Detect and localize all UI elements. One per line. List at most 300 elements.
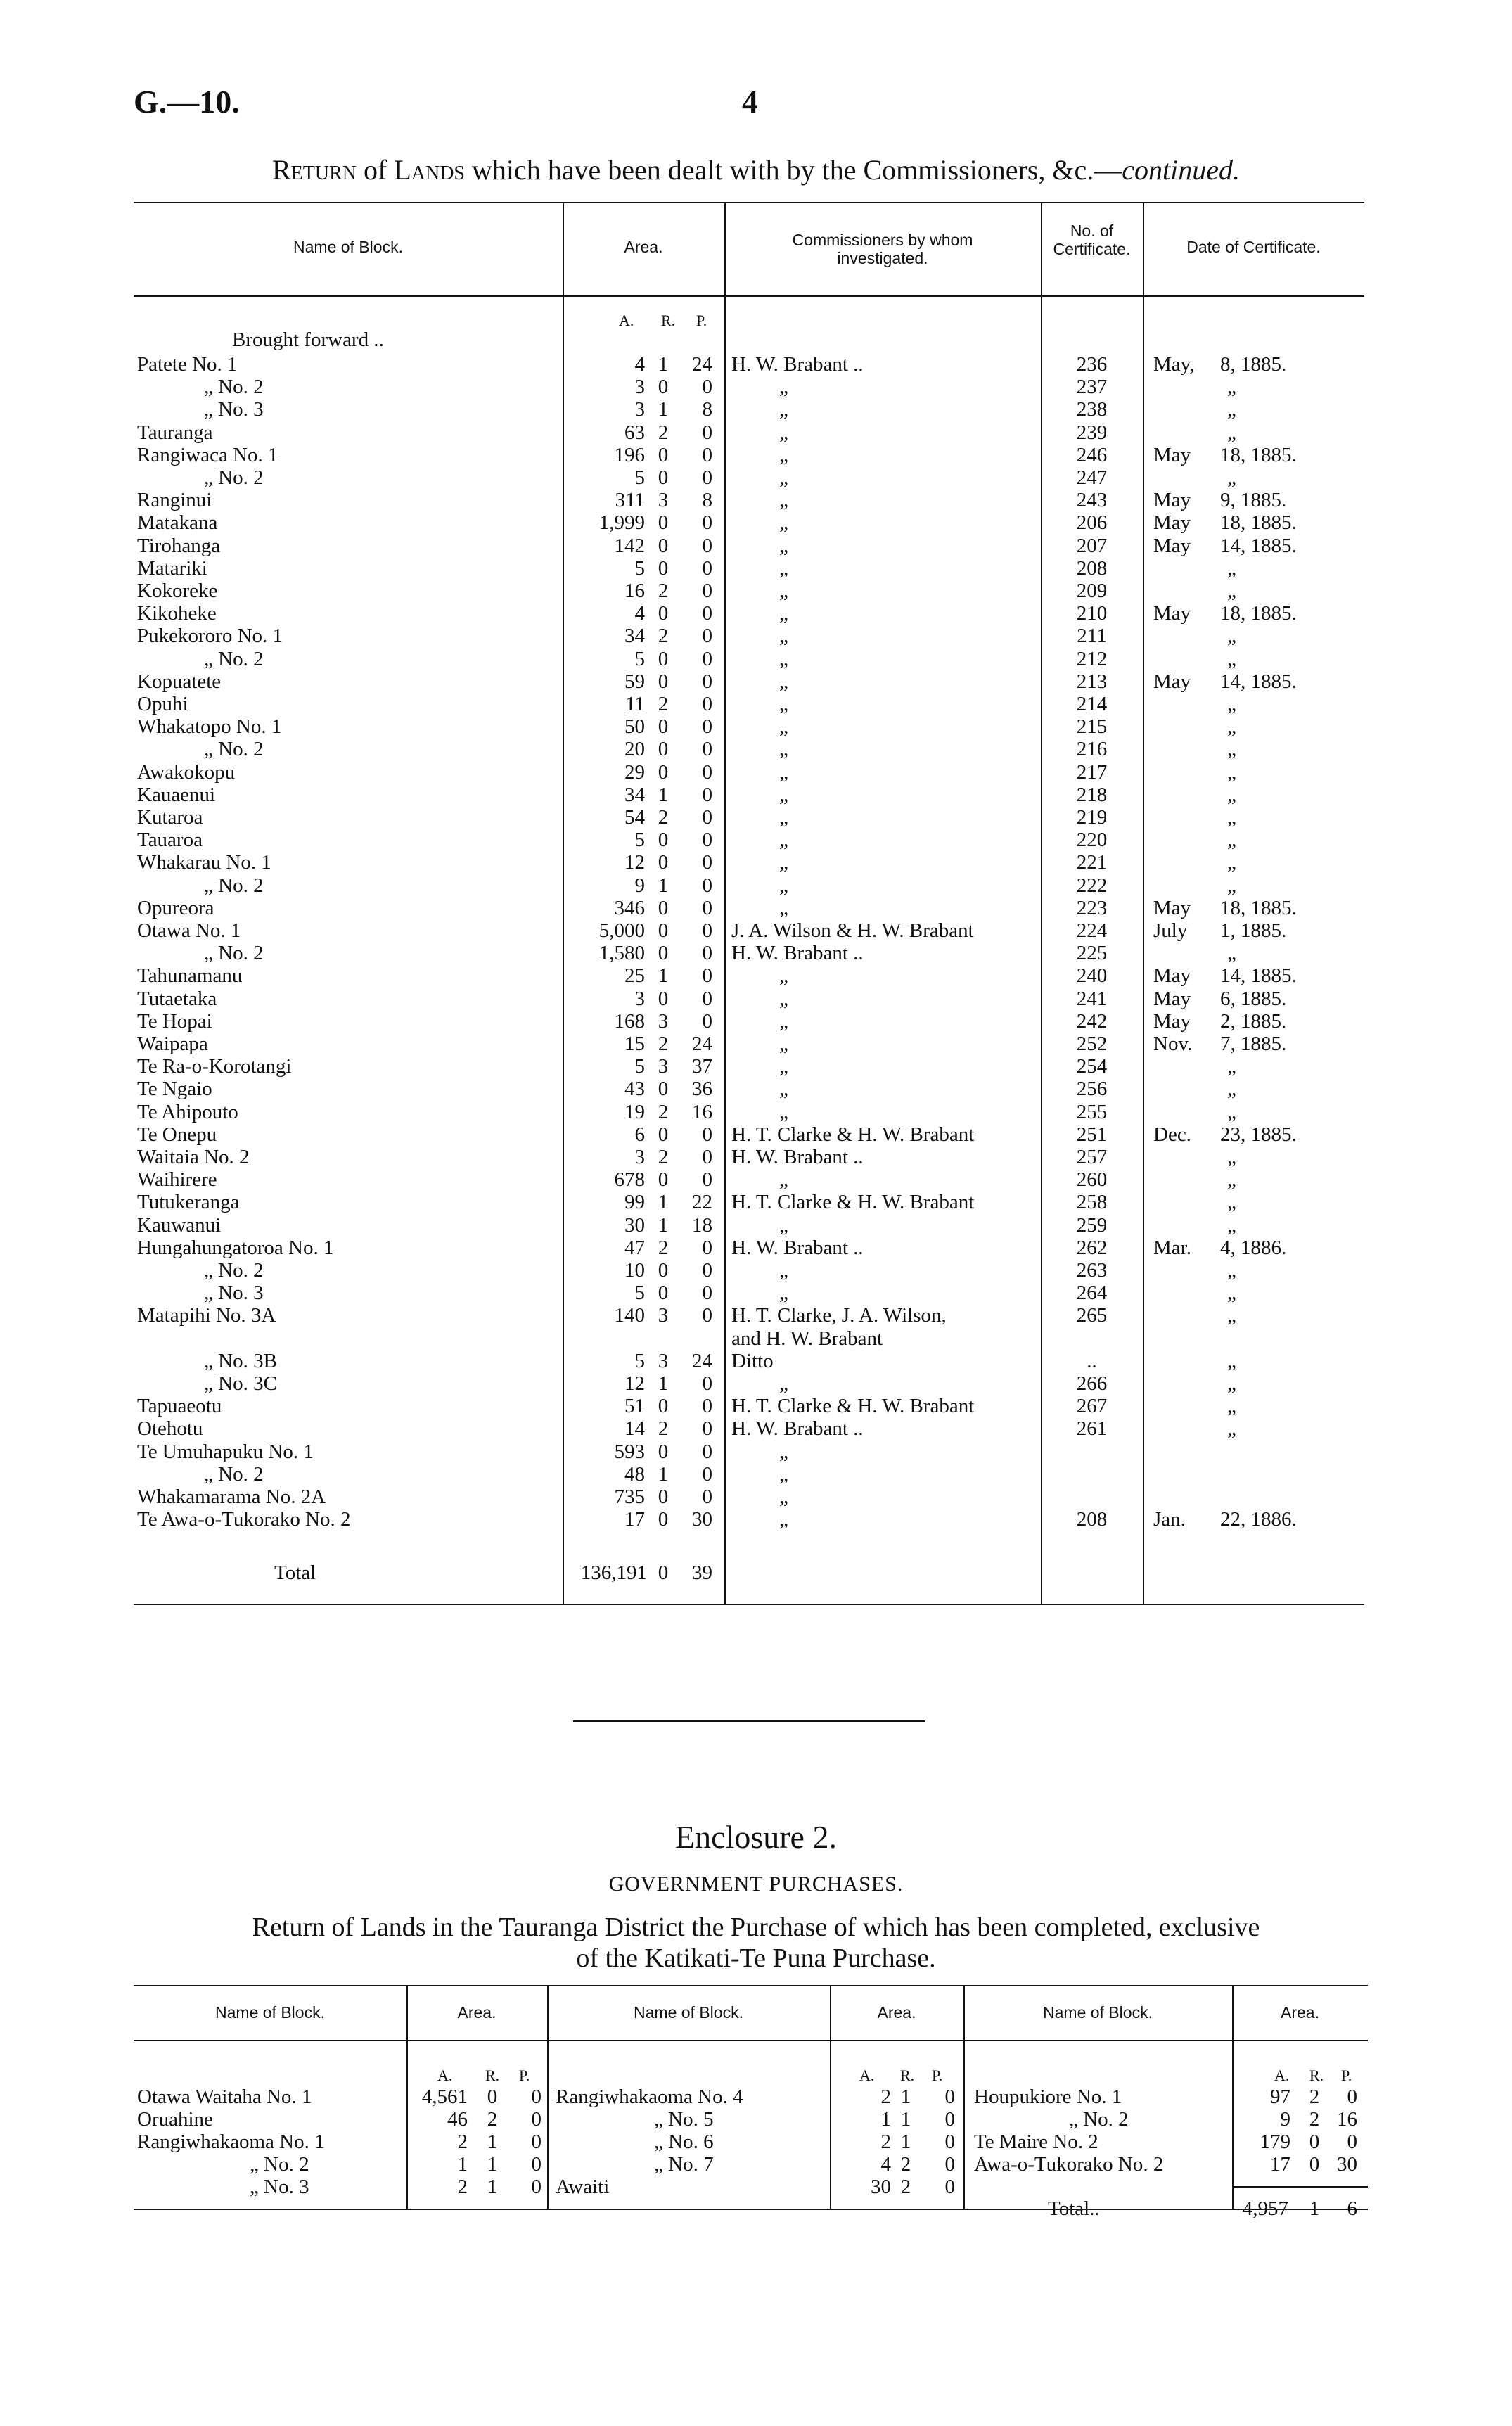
purchase-acres: 4 bbox=[880, 2153, 891, 2176]
area-acres: 29 bbox=[624, 761, 645, 784]
area-perches: 8 bbox=[702, 398, 712, 421]
area-roods: 0 bbox=[658, 602, 669, 625]
area-acres: 5 bbox=[634, 557, 645, 580]
purchase-acres: 2 bbox=[880, 2086, 891, 2108]
certificate-date: „ bbox=[1227, 761, 1236, 784]
area-perches: 37 bbox=[692, 1055, 712, 1078]
area-roods: 0 bbox=[658, 829, 669, 851]
t2-unit-roods: R. bbox=[900, 2067, 915, 2084]
certificate-date: „ bbox=[1227, 557, 1236, 580]
t2-total-perches: 6 bbox=[1347, 2197, 1357, 2220]
certificate-date: „ bbox=[1227, 851, 1236, 874]
area-acres: 34 bbox=[624, 784, 645, 806]
commissioners: „ bbox=[779, 376, 788, 398]
purchase-block-name: „ No. 5 bbox=[654, 2108, 714, 2131]
certificate-date: 9, 1885. bbox=[1220, 489, 1287, 511]
area-perches: 0 bbox=[702, 829, 712, 851]
page-number: 4 bbox=[742, 84, 758, 120]
commissioners: „ bbox=[779, 829, 788, 851]
certificate-no: 259 bbox=[1076, 1214, 1108, 1237]
total-perches: 39 bbox=[692, 1562, 712, 1584]
certificate-date: 14, 1885. bbox=[1220, 964, 1297, 987]
area-perches: 0 bbox=[702, 715, 712, 738]
certificate-month: May bbox=[1153, 602, 1191, 625]
commissioners: H. W. Brabant .. bbox=[731, 1146, 864, 1168]
commissioners: „ bbox=[779, 625, 788, 647]
commissioners: „ bbox=[779, 398, 788, 421]
certificate-date: „ bbox=[1227, 1372, 1236, 1395]
col-certificate-no: No. of Certificate. bbox=[1053, 222, 1131, 258]
certificate-month: Mar. bbox=[1153, 1237, 1191, 1259]
certificate-no: 236 bbox=[1076, 353, 1108, 376]
t2-total-rule bbox=[1232, 2186, 1368, 2188]
commissioners: and H. W. Brabant bbox=[731, 1327, 883, 1350]
certificate-date: „ bbox=[1227, 1146, 1236, 1168]
area-roods: 0 bbox=[658, 1508, 669, 1531]
certificate-no: 240 bbox=[1076, 964, 1108, 987]
commissioners: „ bbox=[779, 1010, 788, 1033]
certificate-no: 225 bbox=[1076, 942, 1108, 964]
purchase-roods: 1 bbox=[900, 2086, 911, 2108]
purchase-roods: 2 bbox=[487, 2108, 498, 2131]
commissioners: „ bbox=[779, 648, 788, 670]
area-roods: 3 bbox=[658, 1010, 669, 1033]
purchase-perches: 0 bbox=[531, 2086, 542, 2108]
block-name: Opuhi bbox=[137, 693, 188, 715]
col-commissioners: Commissioners by whom investigated. bbox=[792, 231, 973, 267]
block-name: „ No. 3 bbox=[204, 1282, 264, 1304]
purchase-block-name: Oruahine bbox=[137, 2108, 213, 2131]
area-acres: 3 bbox=[634, 1146, 645, 1168]
t2-col-name-1: Name of Block. bbox=[215, 2003, 325, 2022]
area-acres: 140 bbox=[614, 1304, 645, 1327]
certificate-date: „ bbox=[1227, 1191, 1236, 1213]
area-roods: 0 bbox=[658, 1078, 669, 1100]
purchase-acres: 97 bbox=[1270, 2086, 1290, 2108]
block-name: Matapihi No. 3A bbox=[137, 1304, 276, 1327]
area-perches: 18 bbox=[692, 1214, 712, 1237]
area-acres: 142 bbox=[614, 535, 645, 557]
block-name: Opureora bbox=[137, 897, 214, 919]
area-acres: 1,999 bbox=[598, 511, 645, 534]
area-perches: 0 bbox=[702, 1395, 712, 1417]
commissioners: „ bbox=[779, 535, 788, 557]
area-perches: 0 bbox=[702, 1237, 712, 1259]
area-perches: 0 bbox=[702, 1463, 712, 1486]
certificate-date: 14, 1885. bbox=[1220, 670, 1297, 693]
certificate-no: 208 bbox=[1076, 557, 1108, 580]
purchase-roods: 1 bbox=[487, 2176, 498, 2198]
area-perches: 0 bbox=[702, 1417, 712, 1440]
area-acres: 678 bbox=[614, 1168, 645, 1191]
area-perches: 0 bbox=[702, 964, 712, 987]
certificate-date: „ bbox=[1227, 715, 1236, 738]
certificate-no: 221 bbox=[1076, 851, 1108, 874]
title-of: of bbox=[364, 154, 387, 186]
area-perches: 0 bbox=[702, 897, 712, 919]
area-perches: 0 bbox=[702, 648, 712, 670]
purchase-perches: 0 bbox=[944, 2086, 955, 2108]
block-name: Tutaetaka bbox=[137, 988, 217, 1010]
area-roods: 2 bbox=[658, 421, 669, 444]
area-acres: 5 bbox=[634, 466, 645, 489]
area-perches: 0 bbox=[702, 1010, 712, 1033]
certificate-no: 208 bbox=[1076, 1508, 1108, 1531]
certificate-no: 256 bbox=[1076, 1078, 1108, 1100]
area-acres: 25 bbox=[624, 964, 645, 987]
purchase-acres: 1 bbox=[457, 2153, 468, 2176]
area-acres: 15 bbox=[624, 1033, 645, 1055]
purchase-roods: 2 bbox=[1309, 2108, 1320, 2131]
block-name: Kikoheke bbox=[137, 602, 217, 625]
total-acres: 136,191 bbox=[580, 1562, 647, 1584]
area-acres: 196 bbox=[614, 444, 645, 466]
commissioners: „ bbox=[779, 511, 788, 534]
area-perches: 0 bbox=[702, 535, 712, 557]
certificate-date: 6, 1885. bbox=[1220, 988, 1287, 1010]
purchase-perches: 0 bbox=[1347, 2131, 1357, 2153]
purchase-block-name: Awa-o-Tukorako No. 2 bbox=[974, 2153, 1164, 2176]
block-name: Tapuaeotu bbox=[137, 1395, 222, 1417]
block-name: „ No. 2 bbox=[204, 738, 264, 760]
title-continued: continued. bbox=[1122, 154, 1240, 186]
certificate-date: 2, 1885. bbox=[1220, 1010, 1287, 1033]
block-name: Te Ngaio bbox=[137, 1078, 212, 1100]
area-roods: 2 bbox=[658, 1101, 669, 1123]
purchase-block-name: Otawa Waitaha No. 1 bbox=[137, 2086, 312, 2108]
certificate-month: May bbox=[1153, 988, 1191, 1010]
area-acres: 11 bbox=[625, 693, 645, 715]
table2-top-rule bbox=[134, 1985, 1368, 1986]
commissioners: „ bbox=[779, 557, 788, 580]
block-name: „ No. 2 bbox=[204, 376, 264, 398]
certificate-date: „ bbox=[1227, 806, 1236, 829]
area-perches: 0 bbox=[702, 670, 712, 693]
commissioners: „ bbox=[779, 784, 788, 806]
area-roods: 2 bbox=[658, 1146, 669, 1168]
t2-col-area-3: Area. bbox=[1281, 2003, 1319, 2022]
purchase-roods: 1 bbox=[900, 2131, 911, 2153]
area-acres: 14 bbox=[624, 1417, 645, 1440]
commissioners: „ bbox=[779, 851, 788, 874]
purchase-acres: 17 bbox=[1270, 2153, 1290, 2176]
area-perches: 0 bbox=[702, 1168, 712, 1191]
purchase-block-name: „ No. 3 bbox=[250, 2176, 309, 2198]
area-roods: 0 bbox=[658, 942, 669, 964]
commissioners: „ bbox=[779, 466, 788, 489]
block-name: Tutukeranga bbox=[137, 1191, 240, 1213]
commissioners: „ bbox=[779, 761, 788, 784]
area-perches: 0 bbox=[702, 511, 712, 534]
commissioners: „ bbox=[779, 444, 788, 466]
area-acres: 1,580 bbox=[598, 942, 645, 964]
area-acres: 12 bbox=[624, 851, 645, 874]
area-acres: 16 bbox=[624, 580, 645, 602]
area-perches: 8 bbox=[702, 489, 712, 511]
area-acres: 12 bbox=[624, 1372, 645, 1395]
block-name: Hungahungatoroa No. 1 bbox=[137, 1237, 334, 1259]
t2-unit-acres: A. bbox=[437, 2067, 453, 2084]
return-line-1: Return of Lands in the Tauranga District the Purchase of which has been completed, exclusive bbox=[252, 1913, 1260, 1942]
area-perches: 0 bbox=[702, 1304, 712, 1327]
commissioners: H. W. Brabant .. bbox=[731, 1417, 864, 1440]
purchase-block-name: Awaiti bbox=[556, 2176, 610, 2198]
purchase-perches: 0 bbox=[531, 2153, 542, 2176]
commissioners: H. T. Clarke, J. A. Wilson, bbox=[731, 1304, 947, 1327]
enclosure-title: Enclosure 2. bbox=[675, 1819, 837, 1855]
certificate-date: 18, 1885. bbox=[1220, 897, 1297, 919]
block-name: Otawa No. 1 bbox=[137, 919, 241, 942]
table2-bottom-rule bbox=[134, 2209, 1368, 2210]
purchase-perches: 0 bbox=[531, 2131, 542, 2153]
area-acres: 168 bbox=[614, 1010, 645, 1033]
certificate-month: May bbox=[1153, 511, 1191, 534]
block-name: Matakana bbox=[137, 511, 218, 534]
area-perches: 0 bbox=[702, 784, 712, 806]
area-roods: 0 bbox=[658, 761, 669, 784]
area-acres: 43 bbox=[624, 1078, 645, 1100]
certificate-no: 263 bbox=[1076, 1259, 1108, 1282]
section-separator bbox=[573, 1720, 925, 1722]
area-roods: 0 bbox=[658, 1259, 669, 1282]
area-acres: 19 bbox=[624, 1101, 645, 1123]
certificate-no: 237 bbox=[1076, 376, 1108, 398]
area-perches: 0 bbox=[702, 376, 712, 398]
purchase-block-name: „ No. 2 bbox=[250, 2153, 309, 2176]
block-name: „ No. 2 bbox=[204, 648, 264, 670]
commissioners: H. W. Brabant .. bbox=[731, 1237, 864, 1259]
t2-unit-perches: P. bbox=[519, 2067, 530, 2084]
area-perches: 0 bbox=[702, 625, 712, 647]
block-name: Tauranga bbox=[137, 421, 213, 444]
certificate-month: Nov. bbox=[1153, 1033, 1193, 1055]
purchase-roods: 1 bbox=[900, 2108, 911, 2131]
unit-acres: A. bbox=[619, 312, 634, 329]
commissioners: „ bbox=[779, 602, 788, 625]
area-roods: 2 bbox=[658, 1237, 669, 1259]
commissioners: „ bbox=[779, 715, 788, 738]
block-name: „ No. 3C bbox=[204, 1372, 277, 1395]
purchase-roods: 0 bbox=[1309, 2153, 1320, 2176]
certificate-no: 222 bbox=[1076, 874, 1108, 897]
certificate-no: 241 bbox=[1076, 988, 1108, 1010]
block-name: Rangiwaca No. 1 bbox=[137, 444, 278, 466]
table1-top-rule bbox=[134, 202, 1364, 203]
certificate-no: 211 bbox=[1077, 625, 1107, 647]
area-roods: 2 bbox=[658, 1417, 669, 1440]
commissioners: „ bbox=[779, 806, 788, 829]
certificate-date: 18, 1885. bbox=[1220, 511, 1297, 534]
area-roods: 0 bbox=[658, 444, 669, 466]
certificate-no: 261 bbox=[1076, 1417, 1108, 1440]
block-name: Awakokopu bbox=[137, 761, 236, 784]
area-perches: 0 bbox=[702, 738, 712, 760]
certificate-no: 224 bbox=[1076, 919, 1108, 942]
commissioners: „ bbox=[779, 1486, 788, 1508]
purchase-block-name: Houpukiore No. 1 bbox=[974, 2086, 1122, 2108]
area-roods: 0 bbox=[658, 535, 669, 557]
certificate-date: „ bbox=[1227, 466, 1236, 489]
area-acres: 735 bbox=[614, 1486, 645, 1508]
area-acres: 5 bbox=[634, 1055, 645, 1078]
area-acres: 48 bbox=[624, 1463, 645, 1486]
certificate-date: „ bbox=[1227, 1078, 1236, 1100]
area-perches: 0 bbox=[702, 1146, 712, 1168]
area-roods: 0 bbox=[658, 851, 669, 874]
certificate-no: 264 bbox=[1076, 1282, 1108, 1304]
purchase-acres: 2 bbox=[880, 2131, 891, 2153]
area-acres: 99 bbox=[624, 1191, 645, 1213]
area-acres: 346 bbox=[614, 897, 645, 919]
area-acres: 30 bbox=[624, 1214, 645, 1237]
area-perches: 16 bbox=[692, 1101, 712, 1123]
commissioners: „ bbox=[779, 1441, 788, 1463]
certificate-no: 260 bbox=[1076, 1168, 1108, 1191]
certificate-month: Dec. bbox=[1153, 1123, 1191, 1146]
certificate-date: 7, 1885. bbox=[1220, 1033, 1287, 1055]
title-lands: Lands bbox=[394, 154, 465, 186]
commissioners: „ bbox=[779, 1372, 788, 1395]
block-name: Whakarau No. 1 bbox=[137, 851, 271, 874]
certificate-no: 220 bbox=[1076, 829, 1108, 851]
area-acres: 3 bbox=[634, 988, 645, 1010]
commissioners: „ bbox=[779, 897, 788, 919]
t2-col-name-2: Name of Block. bbox=[634, 2003, 743, 2022]
certificate-no: 265 bbox=[1076, 1304, 1108, 1327]
area-perches: 24 bbox=[692, 1033, 712, 1055]
certificate-no: 262 bbox=[1076, 1237, 1108, 1259]
area-acres: 59 bbox=[624, 670, 645, 693]
certificate-no: 238 bbox=[1076, 398, 1108, 421]
block-name: Waitaia No. 2 bbox=[137, 1146, 250, 1168]
certificate-month: July bbox=[1153, 919, 1188, 942]
certificate-date: 23, 1885. bbox=[1220, 1123, 1297, 1146]
block-name: Otehotu bbox=[137, 1417, 203, 1440]
col-area: Area. bbox=[624, 238, 663, 256]
purchase-roods: 2 bbox=[900, 2153, 911, 2176]
area-roods: 1 bbox=[658, 353, 669, 376]
unit-perches: P. bbox=[696, 312, 707, 329]
commissioners: „ bbox=[779, 1282, 788, 1304]
t2-total-roods: 1 bbox=[1309, 2197, 1320, 2220]
certificate-date: „ bbox=[1227, 1395, 1236, 1417]
block-name: „ No. 3B bbox=[204, 1350, 277, 1372]
area-perches: 0 bbox=[702, 1486, 712, 1508]
area-perches: 0 bbox=[702, 1259, 712, 1282]
commissioners: „ bbox=[779, 1463, 788, 1486]
area-acres: 311 bbox=[615, 489, 645, 511]
certificate-no: 242 bbox=[1076, 1010, 1108, 1033]
purchase-roods: 2 bbox=[1309, 2086, 1320, 2108]
certificate-no: 257 bbox=[1076, 1146, 1108, 1168]
block-name: „ No. 2 bbox=[204, 1259, 264, 1282]
area-acres: 17 bbox=[624, 1508, 645, 1531]
certificate-date: „ bbox=[1227, 784, 1236, 806]
purchase-perches: 0 bbox=[531, 2108, 542, 2131]
commissioners: H. T. Clarke & H. W. Brabant bbox=[731, 1191, 975, 1213]
area-perches: 0 bbox=[702, 693, 712, 715]
commissioners: „ bbox=[779, 738, 788, 760]
certificate-date: 8, 1885. bbox=[1220, 353, 1287, 376]
certificate-no: .. bbox=[1087, 1350, 1097, 1372]
area-roods: 0 bbox=[658, 557, 669, 580]
t2-total-label: Total.. bbox=[1048, 2197, 1100, 2220]
purchase-acres: 2 bbox=[457, 2131, 468, 2153]
block-name: Te Onepu bbox=[137, 1123, 217, 1146]
area-acres: 5 bbox=[634, 1350, 645, 1372]
certificate-date: „ bbox=[1227, 1417, 1236, 1440]
area-roods: 0 bbox=[658, 1123, 669, 1146]
certificate-no: 216 bbox=[1076, 738, 1108, 760]
certificate-date: „ bbox=[1227, 625, 1236, 647]
commissioners: „ bbox=[779, 1168, 788, 1191]
certificate-date: „ bbox=[1227, 398, 1236, 421]
commissioners: „ bbox=[779, 693, 788, 715]
certificate-month: May bbox=[1153, 897, 1191, 919]
certificate-no: 223 bbox=[1076, 897, 1108, 919]
certificate-no: 212 bbox=[1076, 648, 1108, 670]
purchase-perches: 16 bbox=[1337, 2108, 1357, 2131]
area-acres: 4 bbox=[634, 353, 645, 376]
area-perches: 0 bbox=[702, 1282, 712, 1304]
certificate-date: „ bbox=[1227, 942, 1236, 964]
certificate-date: „ bbox=[1227, 1168, 1236, 1191]
unit-roods: R. bbox=[661, 312, 676, 329]
certificate-no: 206 bbox=[1076, 511, 1108, 534]
area-acres: 4 bbox=[634, 602, 645, 625]
commissioners: „ bbox=[779, 874, 788, 897]
certificate-date: „ bbox=[1227, 376, 1236, 398]
t2-unit-acres: A. bbox=[1274, 2067, 1290, 2084]
t2-unit-roods: R. bbox=[485, 2067, 500, 2084]
purchase-perches: 0 bbox=[531, 2176, 542, 2198]
table1-col-divider bbox=[1041, 202, 1042, 1604]
area-roods: 2 bbox=[658, 625, 669, 647]
certificate-date: „ bbox=[1227, 1304, 1236, 1327]
block-name: Kauaenui bbox=[137, 784, 216, 806]
col-certificate-date: Date of Certificate. bbox=[1186, 238, 1321, 256]
area-perches: 0 bbox=[702, 1372, 712, 1395]
area-roods: 3 bbox=[658, 1350, 669, 1372]
area-roods: 1 bbox=[658, 1463, 669, 1486]
block-name: „ No. 2 bbox=[204, 942, 264, 964]
certificate-date: „ bbox=[1227, 1055, 1236, 1078]
certificate-date: „ bbox=[1227, 1259, 1236, 1282]
certificate-date: „ bbox=[1227, 693, 1236, 715]
certificate-date: „ bbox=[1227, 874, 1236, 897]
certificate-month: May bbox=[1153, 670, 1191, 693]
certificate-date: 18, 1885. bbox=[1220, 602, 1297, 625]
page-reference: G.—10. bbox=[134, 84, 240, 120]
area-roods: 1 bbox=[658, 1372, 669, 1395]
commissioners: H. W. Brabant .. bbox=[731, 353, 864, 376]
area-acres: 34 bbox=[624, 625, 645, 647]
area-roods: 1 bbox=[658, 398, 669, 421]
certificate-date: „ bbox=[1227, 580, 1236, 602]
area-roods: 0 bbox=[658, 511, 669, 534]
area-roods: 0 bbox=[658, 919, 669, 942]
certificate-no: 239 bbox=[1076, 421, 1108, 444]
certificate-month: May bbox=[1153, 1010, 1191, 1033]
area-acres: 50 bbox=[624, 715, 645, 738]
certificate-date: 18, 1885. bbox=[1220, 444, 1297, 466]
area-perches: 30 bbox=[692, 1508, 712, 1531]
t2-col-name-3: Name of Block. bbox=[1043, 2003, 1153, 2022]
certificate-date: „ bbox=[1227, 421, 1236, 444]
certificate-no: 219 bbox=[1076, 806, 1108, 829]
purchase-perches: 30 bbox=[1337, 2153, 1357, 2176]
block-name: „ No. 2 bbox=[204, 874, 264, 897]
